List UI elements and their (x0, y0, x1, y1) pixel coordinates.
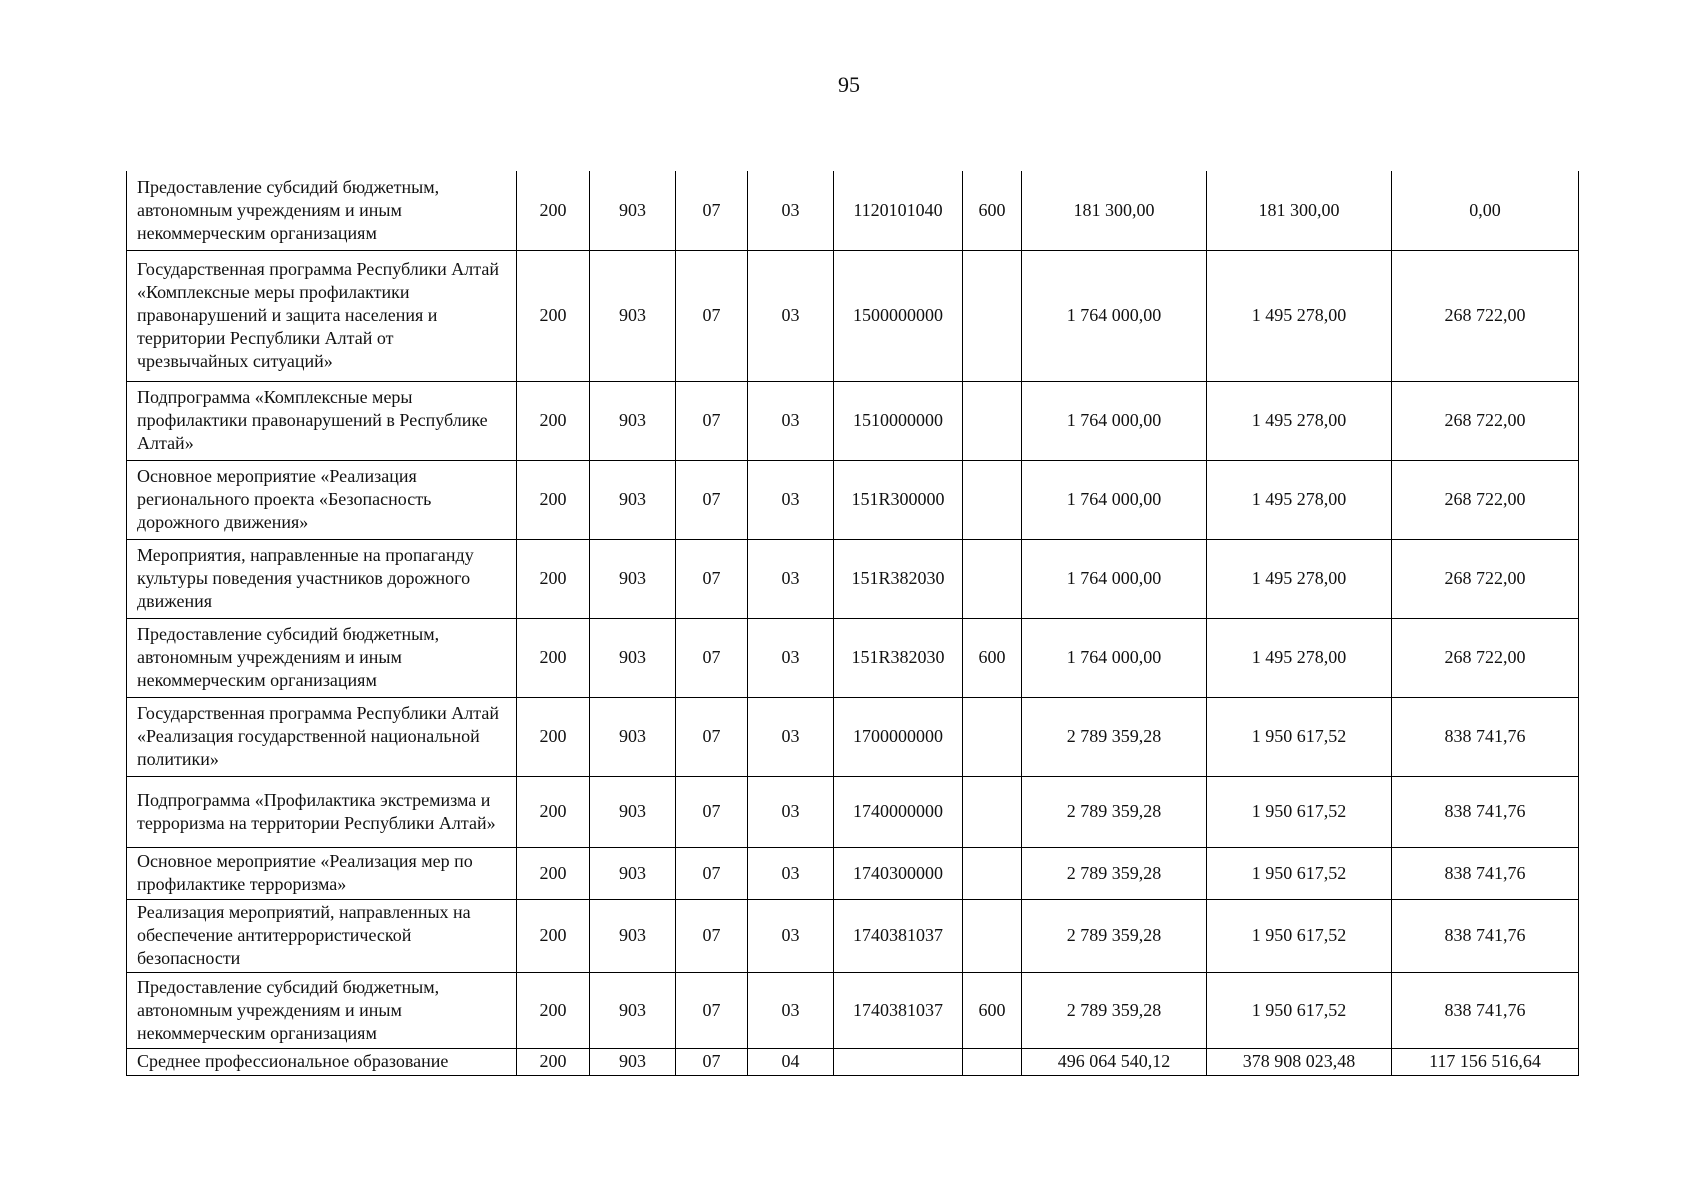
amount-3: 0,00 (1392, 171, 1579, 250)
amount-1: 2 789 359,28 (1022, 972, 1207, 1048)
table-row (127, 250, 1579, 381)
page-number: 95 (838, 72, 860, 97)
col-target: 1120101040 (834, 171, 963, 250)
col-target: 1740381037 (834, 899, 963, 972)
amount-2: 1 950 617,52 (1207, 697, 1392, 776)
amount-3: 268 722,00 (1392, 618, 1579, 697)
col-code-4: 03 (748, 539, 834, 618)
table-row (127, 972, 1579, 1048)
table-row (127, 697, 1579, 776)
col-code-3: 07 (676, 847, 748, 899)
col-target: 1740381037 (834, 972, 963, 1048)
table-row (127, 381, 1579, 460)
table-row (127, 847, 1579, 899)
amount-1: 1 764 000,00 (1022, 618, 1207, 697)
col-code-4: 03 (748, 776, 834, 847)
amount-2: 1 495 278,00 (1207, 539, 1392, 618)
amount-1: 1 764 000,00 (1022, 381, 1207, 460)
col-code-3: 07 (676, 1048, 748, 1075)
amount-1: 2 789 359,28 (1022, 847, 1207, 899)
col-target: 151R300000 (834, 460, 963, 539)
amount-1: 2 789 359,28 (1022, 697, 1207, 776)
row-name: Предоставление субсидий бюджетным, автономным учреждениям и иным некоммерческим организациям (127, 618, 517, 697)
amount-3: 268 722,00 (1392, 460, 1579, 539)
col-code-4: 03 (748, 972, 834, 1048)
col-code-1: 200 (517, 697, 590, 776)
col-kind: 600 (963, 618, 1022, 697)
col-kind (963, 460, 1022, 539)
col-code-2: 903 (590, 1048, 676, 1075)
amount-3: 838 741,76 (1392, 847, 1579, 899)
row-name: Основное мероприятие «Реализация регионального проекта «Безопасность дорожного движения» (127, 460, 517, 539)
col-kind (963, 250, 1022, 381)
table-body (127, 171, 1579, 1075)
amount-1: 2 789 359,28 (1022, 899, 1207, 972)
table-row (127, 618, 1579, 697)
col-kind (963, 776, 1022, 847)
col-code-2: 903 (590, 618, 676, 697)
col-code-2: 903 (590, 697, 676, 776)
table-row (127, 1048, 1579, 1075)
col-code-4: 03 (748, 460, 834, 539)
col-code-2: 903 (590, 171, 676, 250)
amount-3: 268 722,00 (1392, 381, 1579, 460)
amount-3: 838 741,76 (1392, 776, 1579, 847)
col-code-1: 200 (517, 899, 590, 972)
col-kind: 600 (963, 972, 1022, 1048)
col-kind (963, 1048, 1022, 1075)
col-code-2: 903 (590, 381, 676, 460)
col-code-1: 200 (517, 381, 590, 460)
col-target: 1740000000 (834, 776, 963, 847)
col-target: 1700000000 (834, 697, 963, 776)
amount-2: 181 300,00 (1207, 171, 1392, 250)
budget-table (126, 171, 1579, 1076)
amount-2: 1 950 617,52 (1207, 972, 1392, 1048)
table-row (127, 171, 1579, 250)
row-name: Предоставление субсидий бюджетным, автономным учреждениям и иным некоммерческим организациям (127, 171, 517, 250)
col-code-3: 07 (676, 171, 748, 250)
col-code-4: 03 (748, 899, 834, 972)
col-code-2: 903 (590, 460, 676, 539)
col-code-3: 07 (676, 899, 748, 972)
amount-2: 1 950 617,52 (1207, 776, 1392, 847)
amount-2: 1 950 617,52 (1207, 899, 1392, 972)
col-target: 1510000000 (834, 381, 963, 460)
row-name: Подпрограмма «Профилактика экстремизма и терроризма на территории Республики Алтай» (127, 776, 517, 847)
col-code-2: 903 (590, 899, 676, 972)
amount-3: 268 722,00 (1392, 250, 1579, 381)
table-row (127, 539, 1579, 618)
col-code-1: 200 (517, 1048, 590, 1075)
col-code-3: 07 (676, 697, 748, 776)
amount-3: 838 741,76 (1392, 972, 1579, 1048)
col-code-4: 03 (748, 618, 834, 697)
amount-3: 268 722,00 (1392, 539, 1579, 618)
col-code-2: 903 (590, 539, 676, 618)
amount-1: 1 764 000,00 (1022, 460, 1207, 539)
col-kind (963, 697, 1022, 776)
amount-2: 1 950 617,52 (1207, 847, 1392, 899)
col-target: 1500000000 (834, 250, 963, 381)
col-kind: 600 (963, 171, 1022, 250)
row-name: Подпрограмма «Комплексные меры профилактики правонарушений в Республике Алтай» (127, 381, 517, 460)
col-target (834, 1048, 963, 1075)
col-code-4: 03 (748, 250, 834, 381)
col-kind (963, 899, 1022, 972)
col-code-2: 903 (590, 847, 676, 899)
col-target: 151R382030 (834, 618, 963, 697)
col-code-3: 07 (676, 776, 748, 847)
table-row (127, 776, 1579, 847)
col-code-1: 200 (517, 972, 590, 1048)
amount-3: 838 741,76 (1392, 697, 1579, 776)
col-kind (963, 539, 1022, 618)
amount-2: 1 495 278,00 (1207, 381, 1392, 460)
col-kind (963, 847, 1022, 899)
amount-2: 1 495 278,00 (1207, 250, 1392, 381)
row-name: Реализация мероприятий, направленных на обеспечение антитеррористической безопасности (127, 899, 517, 972)
col-code-1: 200 (517, 847, 590, 899)
amount-2: 1 495 278,00 (1207, 460, 1392, 539)
row-name: Среднее профессиональное образование (127, 1048, 517, 1075)
col-code-1: 200 (517, 618, 590, 697)
amount-1: 496 064 540,12 (1022, 1048, 1207, 1075)
col-code-3: 07 (676, 618, 748, 697)
col-target: 1740300000 (834, 847, 963, 899)
amount-2: 378 908 023,48 (1207, 1048, 1392, 1075)
col-code-2: 903 (590, 250, 676, 381)
amount-2: 1 495 278,00 (1207, 618, 1392, 697)
col-code-4: 04 (748, 1048, 834, 1075)
row-name: Основное мероприятие «Реализация мер по профилактике терроризма» (127, 847, 517, 899)
row-name: Мероприятия, направленные на пропаганду культуры поведения участников дорожного движения (127, 539, 517, 618)
amount-3: 838 741,76 (1392, 899, 1579, 972)
col-code-1: 200 (517, 171, 590, 250)
col-code-3: 07 (676, 972, 748, 1048)
col-code-4: 03 (748, 697, 834, 776)
col-code-2: 903 (590, 972, 676, 1048)
col-code-4: 03 (748, 381, 834, 460)
row-name: Предоставление субсидий бюджетным, автономным учреждениям и иным некоммерческим организациям (127, 972, 517, 1048)
col-code-3: 07 (676, 381, 748, 460)
amount-3: 117 156 516,64 (1392, 1048, 1579, 1075)
col-code-3: 07 (676, 250, 748, 381)
col-code-3: 07 (676, 539, 748, 618)
col-code-1: 200 (517, 776, 590, 847)
col-code-1: 200 (517, 539, 590, 618)
amount-1: 181 300,00 (1022, 171, 1207, 250)
row-name: Государственная программа Республики Алтай «Комплексные меры профилактики правонарушений и защита населения и территории Республики Алтай от чрезвычайных ситуаций» (127, 250, 517, 381)
row-name: Государственная программа Республики Алтай «Реализация государственной национальной политики» (127, 697, 517, 776)
amount-1: 1 764 000,00 (1022, 250, 1207, 381)
col-code-1: 200 (517, 250, 590, 381)
table-row (127, 899, 1579, 972)
col-code-3: 07 (676, 460, 748, 539)
table-row (127, 460, 1579, 539)
col-code-1: 200 (517, 460, 590, 539)
amount-1: 1 764 000,00 (1022, 539, 1207, 618)
col-code-2: 903 (590, 776, 676, 847)
col-target: 151R382030 (834, 539, 963, 618)
col-code-4: 03 (748, 171, 834, 250)
amount-1: 2 789 359,28 (1022, 776, 1207, 847)
col-code-4: 03 (748, 847, 834, 899)
col-kind (963, 381, 1022, 460)
